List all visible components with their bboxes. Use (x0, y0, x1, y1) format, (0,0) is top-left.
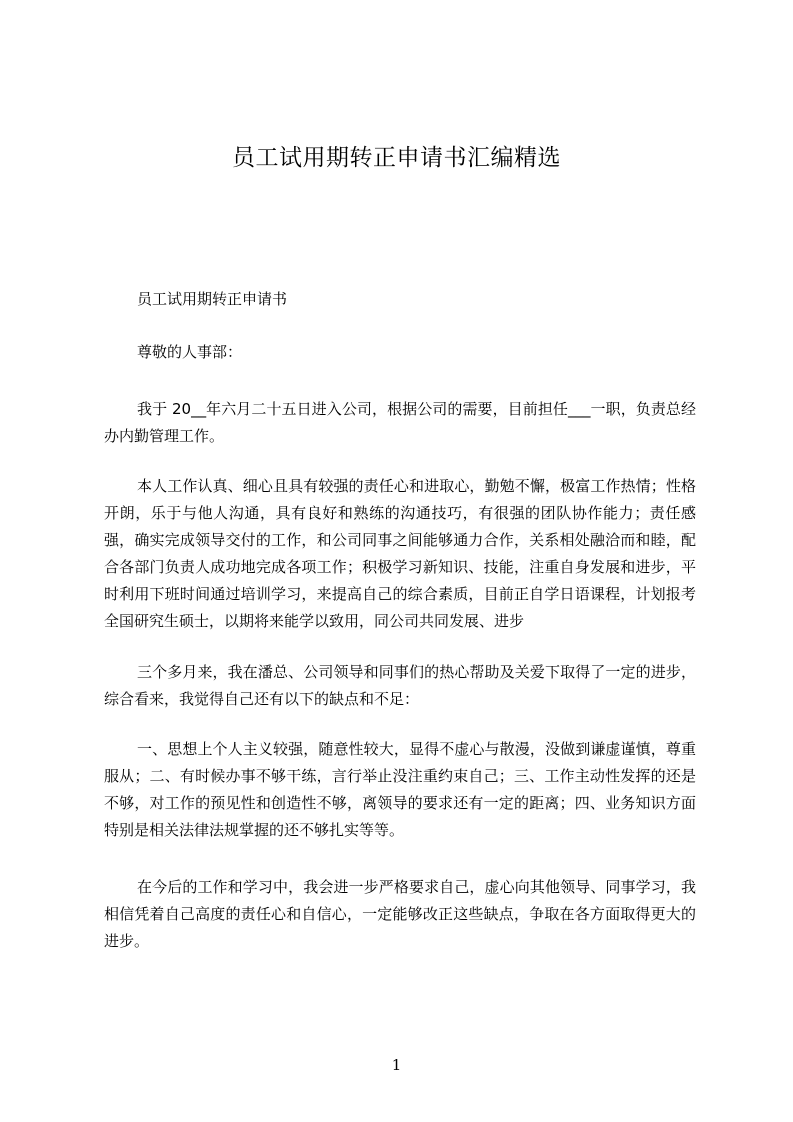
salutation: 尊敬的人事部： (137, 343, 243, 361)
paragraph-3: 三个多月来，我在潘总、公司领导和同事们的热心帮助及关爱下取得了一定的进步，综合看来，我觉得自己还有以下的缺点和不足： (104, 663, 696, 708)
page-number: 1 (391, 1056, 402, 1074)
paragraph-4: 一、思想上个人主义较强，随意性较大，显得不虚心与散漫，没做到谦虚谨慎，尊重服从；二、有时候办事不够干练，言行举止没注重约束自己；三、工作主动性发挥的还是不够，对工作的预见性和创造性不够，离领导的要求还有一定的距离；四、业务知识方面特别是相关法律法规掌握的还不够扎实等等。 (104, 740, 696, 839)
document-subtitle: 员工试用期转正申请书 (137, 290, 288, 308)
paragraph-1: 我于 20__年六月二十五日进入公司，根据公司的需要，目前担任___一职，负责总经办内勤管理工作。 (104, 400, 696, 445)
paragraph-2: 本人工作认真、细心且具有较强的责任心和进取心，勤勉不懈，极富工作热情；性格开朗，乐于与他人沟通，具有良好和熟练的沟通技巧，有很强的团队协作能力；责任感强，确实完成领导交付的工作，和公司同事之间能够通力合作，关系相处融洽而和睦，配合各部门负责人成功地完成各项工作；积极学习新知识、技能，注重自身发展和进步，平时利用下班时间通过培训学习，来提高自己的综合素质，目前正自学日语课程，计划报考全国研究生硕士，以期将来能学以致用，同公司共同发展、进步 (104, 477, 696, 630)
document-title: 员工试用期转正申请书汇编精选 (232, 145, 561, 171)
paragraph-5: 在今后的工作和学习中，我会进一步严格要求自己，虚心向其他领导、同事学习，我相信凭着自己高度的责任心和自信心，一定能够改正这些缺点，争取在各方面取得更大的进步。 (104, 878, 696, 950)
